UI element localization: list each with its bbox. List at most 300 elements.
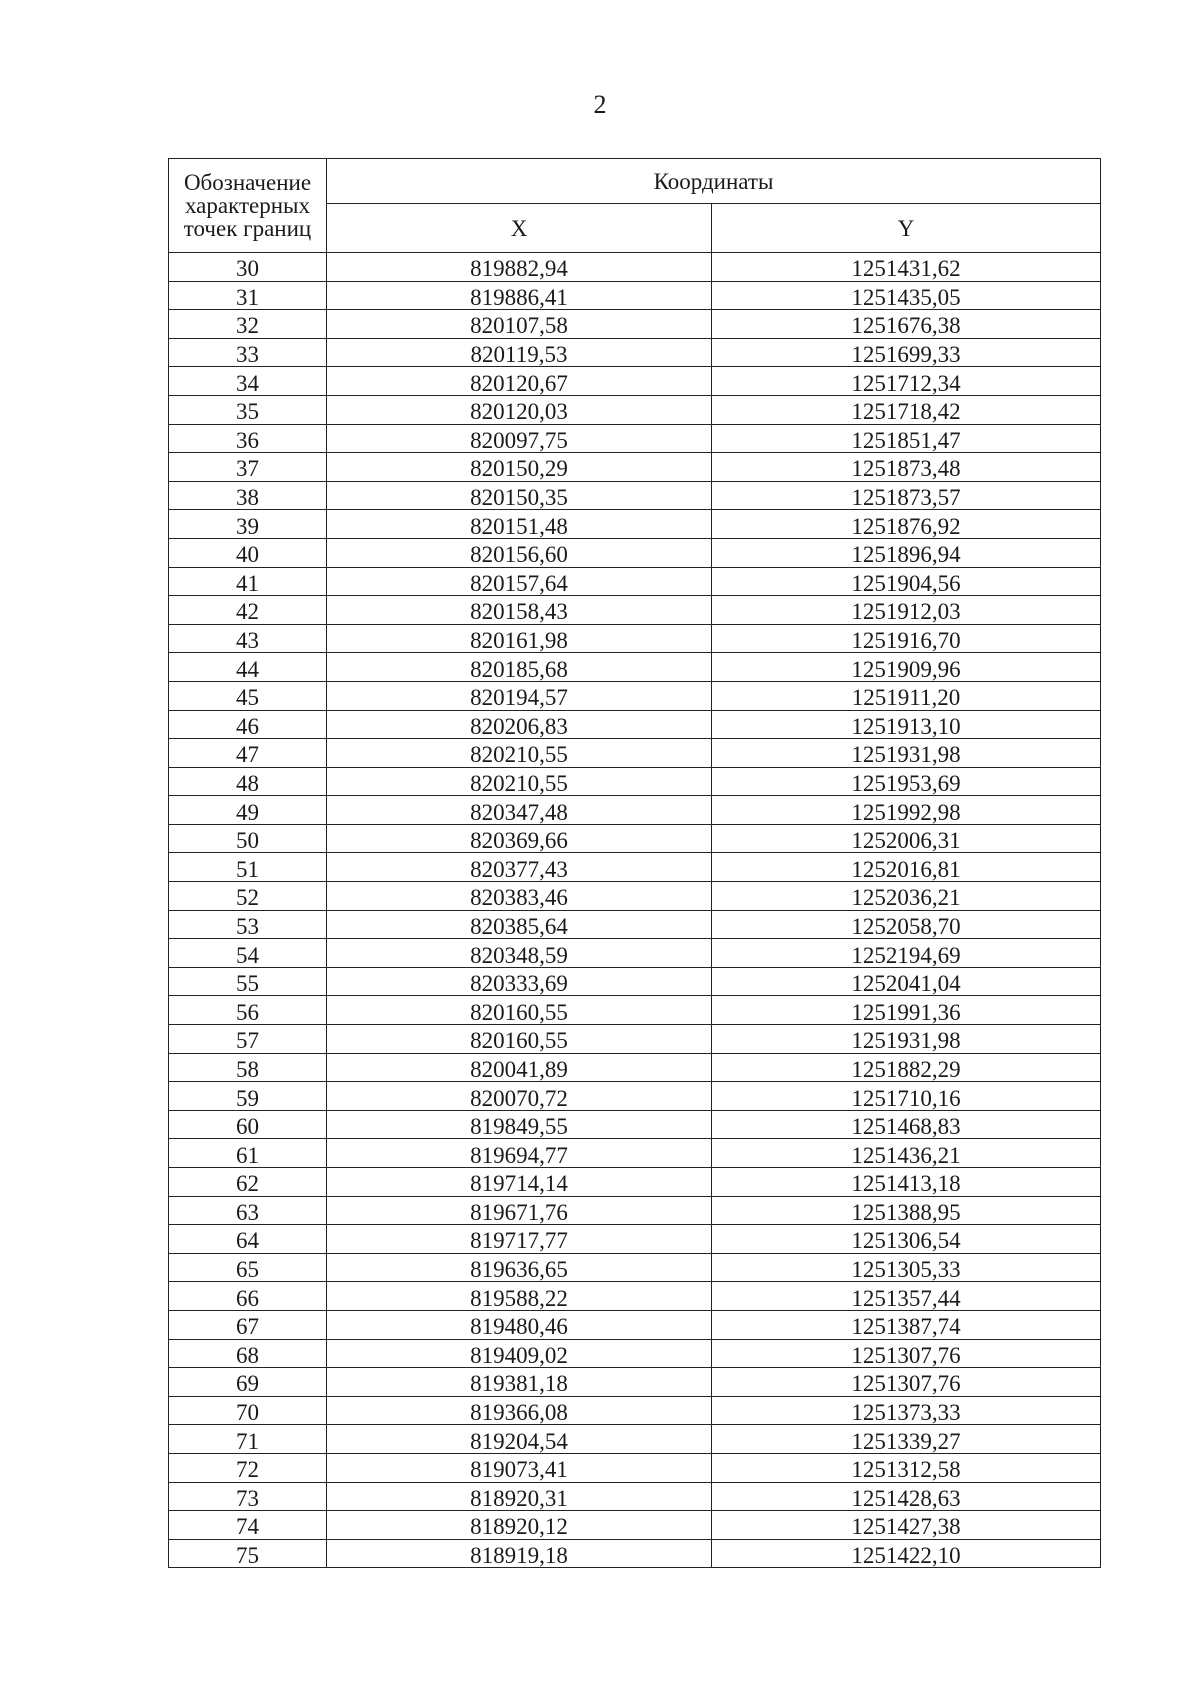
point-cell [169,967,327,996]
y-cell-text: 1251422,10 [851,1543,961,1569]
point-cell-text: 32 [236,313,259,339]
table-row [169,1168,1101,1197]
table-row [169,1253,1101,1282]
point-cell [169,910,327,939]
table-row [169,253,1101,282]
x-cell-text: 820041,89 [470,1056,568,1082]
y-cell [712,1053,1101,1082]
x-cell-text: 820347,48 [470,799,568,825]
point-cell [169,281,327,310]
x-cell [327,739,712,768]
x-cell-text: 820158,43 [470,599,568,625]
y-cell-text: 1251912,03 [851,599,961,625]
table-row [169,1282,1101,1311]
point-cell-text: 65 [236,1257,259,1283]
y-cell-text: 1251306,54 [851,1228,961,1254]
x-cell [327,596,712,625]
x-cell-text: 819849,55 [470,1114,568,1140]
x-cell [327,681,712,710]
x-cell [327,338,712,367]
x-cell [327,996,712,1025]
x-cell-text: 819694,77 [470,1142,568,1168]
y-cell-text: 1251468,83 [851,1114,961,1140]
point-cell [169,1282,327,1311]
x-cell-text: 820383,46 [470,885,568,911]
x-cell-text: 819073,41 [470,1457,568,1483]
y-cell-text: 1251882,29 [851,1056,961,1082]
y-cell [712,624,1101,653]
point-cell-text: 39 [236,513,259,539]
x-cell [327,967,712,996]
point-cell [169,1482,327,1511]
y-cell [712,653,1101,682]
point-cell [169,681,327,710]
point-cell [169,853,327,882]
x-cell-text: 820156,60 [470,542,568,568]
x-cell [327,796,712,825]
point-cell-text: 66 [236,1285,259,1311]
x-cell-text: 818920,12 [470,1514,568,1540]
y-cell-text: 1251710,16 [851,1085,961,1111]
x-cell [327,1225,712,1254]
x-cell [327,624,712,653]
x-cell-text: 819409,02 [470,1342,568,1368]
y-cell [712,1139,1101,1168]
table-row [169,310,1101,339]
table-row [169,1025,1101,1054]
y-cell-text: 1252194,69 [851,942,961,968]
point-cell [169,653,327,682]
y-cell [712,281,1101,310]
y-cell [712,1168,1101,1197]
table-row [169,653,1101,682]
x-cell [327,510,712,539]
point-cell [169,367,327,396]
x-cell [327,1168,712,1197]
x-cell [327,1539,712,1568]
x-cell-text: 818920,31 [470,1485,568,1511]
point-cell-text: 67 [236,1314,259,1340]
x-cell-text: 819588,22 [470,1285,568,1311]
point-cell [169,424,327,453]
y-cell [712,853,1101,882]
x-cell-text: 820160,55 [470,999,568,1025]
point-cell [169,996,327,1025]
x-cell-text: 820377,43 [470,856,568,882]
x-cell-text: 820210,55 [470,770,568,796]
y-cell-text: 1252006,31 [851,828,961,854]
y-cell-text: 1252058,70 [851,913,961,939]
y-cell [712,453,1101,482]
point-cell [169,1225,327,1254]
point-cell-text: 73 [236,1485,259,1511]
point-cell [169,1511,327,1540]
y-cell-text: 1251413,18 [851,1171,961,1197]
x-cell-text: 820150,35 [470,485,568,511]
table-row [169,338,1101,367]
coordinates-table [168,158,1101,1568]
x-cell-text: 820194,57 [470,685,568,711]
y-cell [712,739,1101,768]
x-cell [327,1082,712,1111]
x-cell-text: 820348,59 [470,942,568,968]
x-cell-text: 820157,64 [470,570,568,596]
table-row [169,1453,1101,1482]
header-coordinates: Координаты [327,159,1101,204]
point-cell [169,510,327,539]
x-cell-text: 819882,94 [470,256,568,282]
x-cell [327,882,712,911]
point-cell [169,338,327,367]
y-cell [712,1110,1101,1139]
x-cell-text: 818919,18 [470,1543,568,1569]
y-cell [712,338,1101,367]
y-cell-text: 1251953,69 [851,770,961,796]
table-row [169,1139,1101,1168]
y-cell-text: 1251873,57 [851,485,961,511]
table-row [169,710,1101,739]
x-cell [327,1196,712,1225]
x-cell [327,939,712,968]
header-point-designation: Обозначение характерных точек границ [169,159,327,253]
y-cell [712,1425,1101,1454]
table-row [169,1482,1101,1511]
table-row [169,1368,1101,1397]
x-cell [327,824,712,853]
point-cell [169,395,327,424]
x-cell-text: 819671,76 [470,1199,568,1225]
x-cell-text: 820206,83 [470,713,568,739]
x-cell-text: 819636,65 [470,1257,568,1283]
point-cell-text: 59 [236,1085,259,1111]
x-cell-text: 820369,66 [470,828,568,854]
point-cell-text: 44 [236,656,259,682]
point-cell-text: 48 [236,770,259,796]
y-cell-text: 1251427,38 [851,1514,961,1540]
x-cell [327,453,712,482]
point-cell [169,1453,327,1482]
table-row [169,1339,1101,1368]
x-cell [327,1025,712,1054]
table-row [169,510,1101,539]
x-cell [327,310,712,339]
y-cell-text: 1251388,95 [851,1199,961,1225]
x-cell-text: 820120,03 [470,399,568,425]
point-cell [169,1253,327,1282]
y-cell [712,395,1101,424]
y-cell-text: 1252016,81 [851,856,961,882]
x-cell [327,567,712,596]
point-cell [169,567,327,596]
x-cell-text: 820185,68 [470,656,568,682]
x-cell [327,281,712,310]
table-row [169,424,1101,453]
point-cell-text: 70 [236,1400,259,1426]
x-cell [327,538,712,567]
point-cell [169,624,327,653]
point-cell [169,453,327,482]
point-cell-text: 34 [236,370,259,396]
y-cell-text: 1251428,63 [851,1485,961,1511]
y-cell [712,1282,1101,1311]
x-cell-text: 820070,72 [470,1085,568,1111]
table-body [169,253,1101,1568]
point-cell-text: 37 [236,456,259,482]
y-cell-text: 1251992,98 [851,799,961,825]
y-cell [712,1253,1101,1282]
table-row [169,681,1101,710]
y-cell-text: 1251435,05 [851,284,961,310]
y-cell [712,596,1101,625]
point-cell [169,1053,327,1082]
x-cell-text: 820097,75 [470,427,568,453]
y-cell-text: 1251436,21 [851,1142,961,1168]
y-cell [712,939,1101,968]
x-cell [327,1368,712,1397]
table-row [169,967,1101,996]
point-cell [169,767,327,796]
table-row [169,1110,1101,1139]
x-cell-text: 820160,55 [470,1028,568,1054]
x-cell [327,1482,712,1511]
table-row [169,1425,1101,1454]
table-row [169,853,1101,882]
point-cell [169,1139,327,1168]
table-row [169,281,1101,310]
point-cell-text: 50 [236,828,259,854]
x-cell [327,1511,712,1540]
point-cell [169,739,327,768]
x-cell-text: 819886,41 [470,284,568,310]
point-cell-text: 68 [236,1342,259,1368]
point-cell [169,1082,327,1111]
point-cell [169,1310,327,1339]
x-cell [327,910,712,939]
x-cell [327,1425,712,1454]
y-cell [712,681,1101,710]
x-cell [327,1310,712,1339]
x-cell [327,1453,712,1482]
point-cell-text: 41 [236,570,259,596]
point-cell [169,481,327,510]
x-cell-text: 820107,58 [470,313,568,339]
point-cell-text: 60 [236,1114,259,1140]
table-row [169,767,1101,796]
table-row [169,1396,1101,1425]
y-cell-text: 1251699,33 [851,342,961,368]
y-cell [712,481,1101,510]
y-cell [712,824,1101,853]
y-cell [712,882,1101,911]
table-row [169,1053,1101,1082]
y-cell-text: 1251431,62 [851,256,961,282]
y-cell [712,767,1101,796]
x-cell [327,853,712,882]
y-cell-text: 1251373,33 [851,1400,961,1426]
x-cell-text: 820150,29 [470,456,568,482]
x-cell [327,710,712,739]
point-cell [169,1196,327,1225]
point-cell [169,1539,327,1568]
x-cell-text: 819717,77 [470,1228,568,1254]
point-cell [169,1368,327,1397]
table-row [169,1225,1101,1254]
header-x: X [327,204,712,253]
x-cell [327,1339,712,1368]
table-row [169,596,1101,625]
x-cell [327,1110,712,1139]
x-cell-text: 820333,69 [470,971,568,997]
y-cell-text: 1251911,20 [851,685,961,711]
table-row [169,824,1101,853]
point-cell-text: 46 [236,713,259,739]
point-cell [169,253,327,282]
point-cell-text: 71 [236,1428,259,1454]
y-cell-text: 1251931,98 [851,742,961,768]
y-cell-text: 1251873,48 [851,456,961,482]
page-number: 2 [593,90,607,119]
table-row [169,481,1101,510]
x-cell-text: 819204,54 [470,1428,568,1454]
point-cell [169,796,327,825]
point-cell [169,1168,327,1197]
x-cell-text: 820161,98 [470,628,568,654]
point-cell [169,310,327,339]
table-row [169,538,1101,567]
header-y: Y [712,204,1101,253]
y-cell [712,1482,1101,1511]
y-cell-text: 1251904,56 [851,570,961,596]
y-cell-text: 1251387,74 [851,1314,961,1340]
table-row [169,739,1101,768]
table-row [169,1539,1101,1568]
point-cell [169,882,327,911]
y-cell [712,367,1101,396]
y-cell-text: 1251307,76 [851,1371,961,1397]
x-cell-text: 820119,53 [470,342,568,368]
x-cell [327,1253,712,1282]
y-cell [712,310,1101,339]
point-cell [169,1339,327,1368]
x-cell [327,767,712,796]
point-cell-text: 38 [236,485,259,511]
point-cell-text: 47 [236,742,259,768]
y-cell [712,1196,1101,1225]
table-row [169,882,1101,911]
x-cell-text: 820151,48 [470,513,568,539]
point-cell-text: 63 [236,1199,259,1225]
point-cell [169,538,327,567]
y-cell-text: 1251909,96 [851,656,961,682]
x-cell [327,653,712,682]
point-cell [169,939,327,968]
point-cell-text: 40 [236,542,259,568]
y-cell-text: 1251339,27 [851,1428,961,1454]
y-cell-text: 1252041,04 [851,971,961,997]
y-cell-text: 1251913,10 [851,713,961,739]
point-cell-text: 58 [236,1056,259,1082]
table-row [169,395,1101,424]
table-row [169,567,1101,596]
y-cell-text: 1251712,34 [851,370,961,396]
point-cell-text: 35 [236,399,259,425]
y-cell [712,1339,1101,1368]
y-cell-text: 1251357,44 [851,1285,961,1311]
y-cell [712,424,1101,453]
y-cell-text: 1251916,70 [851,628,961,654]
x-cell [327,1396,712,1425]
point-cell-text: 64 [236,1228,259,1254]
y-cell [712,1082,1101,1111]
x-cell [327,1282,712,1311]
y-cell [712,1225,1101,1254]
x-cell [327,395,712,424]
y-cell-text: 1251305,33 [851,1257,961,1283]
table-row [169,1310,1101,1339]
y-cell [712,796,1101,825]
y-cell [712,538,1101,567]
y-cell [712,1025,1101,1054]
y-cell [712,996,1101,1025]
point-cell-text: 52 [236,885,259,911]
point-cell-text: 72 [236,1457,259,1483]
point-cell-text: 42 [236,599,259,625]
y-cell [712,710,1101,739]
table-row [169,453,1101,482]
point-cell-text: 51 [236,856,259,882]
y-cell [712,1310,1101,1339]
point-cell-text: 45 [236,685,259,711]
point-cell-text: 62 [236,1171,259,1197]
y-cell [712,510,1101,539]
point-cell-text: 49 [236,799,259,825]
y-cell-text: 1251876,92 [851,513,961,539]
y-cell-text: 1251991,36 [851,999,961,1025]
point-cell-text: 61 [236,1142,259,1168]
x-cell [327,1139,712,1168]
point-cell-text: 31 [236,284,259,310]
table-row [169,910,1101,939]
point-cell [169,1110,327,1139]
table-row [169,1511,1101,1540]
point-cell [169,824,327,853]
table-row [169,624,1101,653]
y-cell [712,253,1101,282]
point-cell-text: 54 [236,942,259,968]
x-cell [327,424,712,453]
point-cell-text: 36 [236,427,259,453]
y-cell-text: 1251718,42 [851,399,961,425]
table-row [169,1082,1101,1111]
y-cell [712,1396,1101,1425]
x-cell-text: 820120,67 [470,370,568,396]
point-cell [169,710,327,739]
table-row [169,939,1101,968]
y-cell-text: 1252036,21 [851,885,961,911]
point-cell-text: 30 [236,256,259,282]
y-cell-text: 1251676,38 [851,313,961,339]
table-row [169,796,1101,825]
x-cell-text: 819480,46 [470,1314,568,1340]
x-cell [327,481,712,510]
x-cell-text: 820385,64 [470,913,568,939]
point-cell-text: 33 [236,342,259,368]
table-row [169,1196,1101,1225]
table-row [169,367,1101,396]
point-cell-text: 56 [236,999,259,1025]
y-cell-text: 1251851,47 [851,427,961,453]
y-cell-text: 1251896,94 [851,542,961,568]
